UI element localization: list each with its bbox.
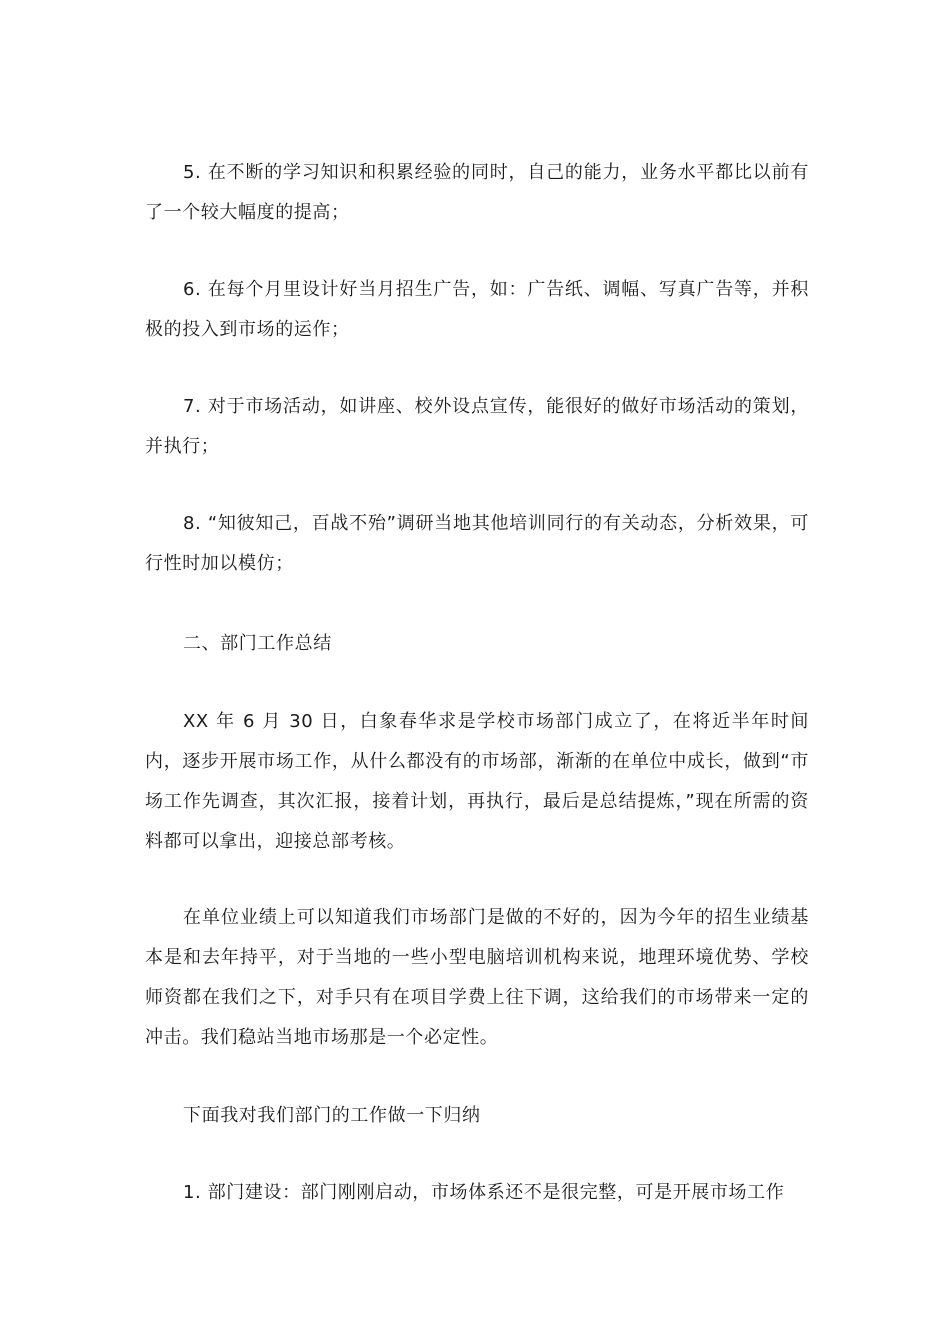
- paragraph-performance: 在单位业绩上可以知道我们市场部门是做的不好的，因为今年的招生业绩基本是和去年持平，对于当地的一些小型电脑培训机构来说，地理环境优势、学校师资都在我们之下，对手只有在项目学费上往下调，这给我们的市场带来一定的冲击。我们稳站当地市场那是一个必定性。: [145, 907, 809, 1048]
- paragraph-department-founding: XX 年 6 月 30 日，白象春华求是学校市场部门成立了，在将近半年时间内，逐步开展市场工作，从什么都没有的市场部，渐渐的在单位中成长，做到“市场工作先调查，其次汇报，接着计划，再执行，最后是总结提炼，”现在所需的资料都可以拿出，迎接总部考核。: [145, 711, 809, 852]
- paragraph-department-building: 1. 部门建设：部门刚刚启动，市场体系还不是很完整，可是开展市场工作: [183, 1182, 785, 1203]
- paragraph-item-5: 5. 在不断的学习知识和积累经验的同时，自己的能力，业务水平都比以前有了一个较大幅度的提高；: [145, 162, 809, 223]
- paragraph-item-7: 7. 对于市场活动，如讲座、校外设点宣传，能很好的做好市场活动的策划，并执行；: [145, 396, 809, 457]
- paragraph-summary-intro: 下面我对我们部门的工作做一下归纳: [183, 1105, 481, 1126]
- section-heading: 二、部门工作总结: [183, 633, 332, 654]
- paragraph-item-6: 6. 在每个月里设计好当月招生广告，如：广告纸、调幅、写真广告等，并积极的投入到市场的运作；: [145, 279, 809, 340]
- paragraph-item-8: 8. “知彼知己，百战不殆”调研当地其他培训同行的有关动态，分析效果，可行性时加以模仿；: [145, 513, 809, 574]
